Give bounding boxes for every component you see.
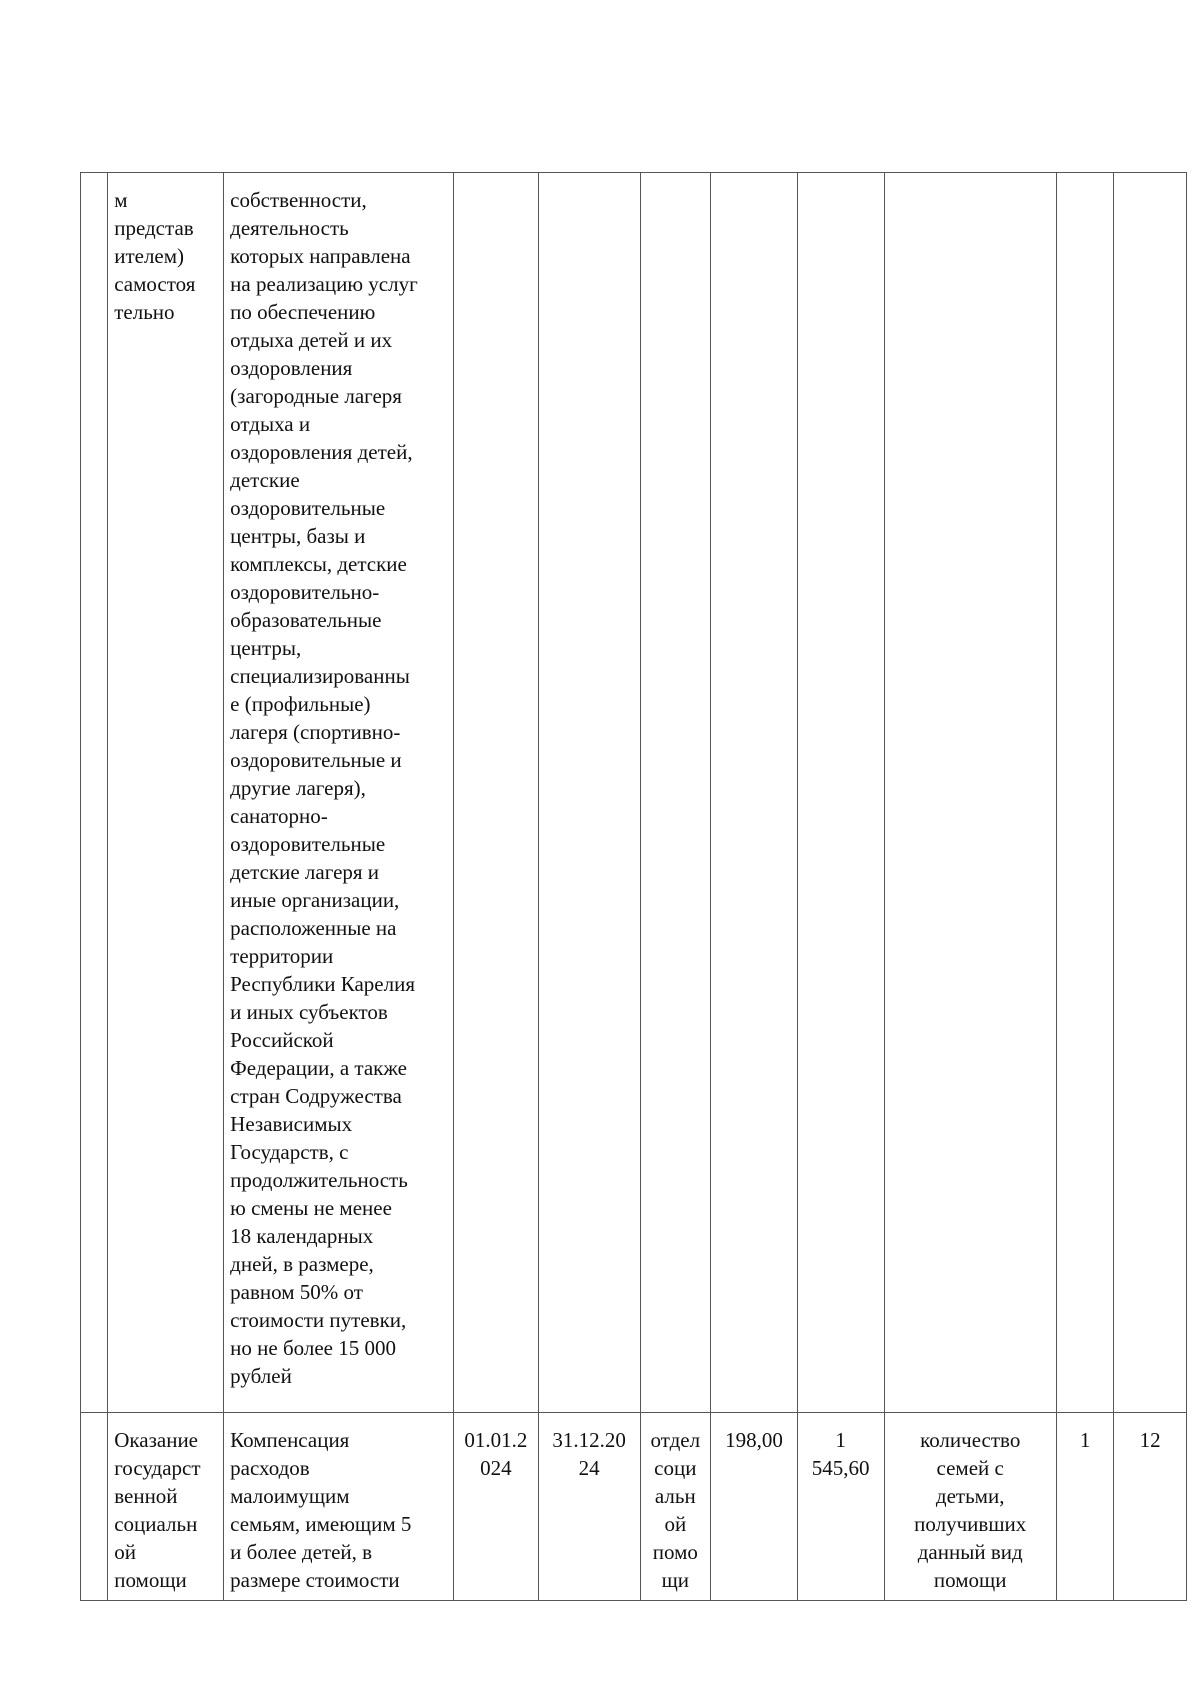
end-date-cell: 31.12.20 24	[538, 1413, 640, 1601]
amount-cell-2: 1 545,60	[797, 1413, 884, 1601]
start-date-cell: 01.01.2 024	[454, 1413, 539, 1601]
amount-cell-1	[711, 173, 798, 1413]
table-row	[81, 1413, 1187, 1601]
indicator-cell: количество семей с детьми, получивших данный вид помощи	[884, 1413, 1056, 1601]
row-number-cell	[81, 173, 108, 1413]
measure-name-cell: м представ ителем) самостоя тельно	[108, 173, 224, 1413]
start-date-cell	[454, 173, 539, 1413]
executor-cell: отдел соци альн ой помо щи	[640, 1413, 711, 1601]
row-number-cell	[81, 1413, 108, 1601]
value-cell-1	[1056, 173, 1113, 1413]
measure-description-cell: собственности, деятельность которых направлена на реализацию услуг по обеспечению отдыха детей и их оздоровления (загородные лагеря отдыха и оздоровления детей, детские оздоровительные центры, базы и комплексы, детские оздоровительно- образовательные центры, специализированны е (профильные) лагеря (спортивно- оздоровительные и другие лагеря), санаторно- оздоровительные детские лагеря и иные организации, расположенные на территории Республики Карелия и иных субъектов Российской Федерации, а также стран Содружества Независимых Государств, с продолжительность ю смены не менее 18 календарных дней, в размере, равном 50% от стоимости путевки, но не более 15 000 рублей	[224, 173, 454, 1413]
value-cell-1: 1	[1056, 1413, 1113, 1601]
value-cell-2: 12	[1114, 1413, 1187, 1601]
indicator-cell	[884, 173, 1056, 1413]
amount-cell-2	[797, 173, 884, 1413]
program-table	[80, 172, 1187, 1601]
executor-cell	[640, 173, 711, 1413]
end-date-cell	[538, 173, 640, 1413]
measure-name-cell: Оказание государст венной социальн ой помощи	[108, 1413, 224, 1601]
value-cell-2	[1114, 173, 1187, 1413]
measure-description-cell: Компенсация расходов малоимущим семьям, имеющим 5 и более детей, в размере стоимости	[224, 1413, 454, 1601]
amount-cell-1: 198,00	[711, 1413, 798, 1601]
table-row	[81, 173, 1187, 1413]
